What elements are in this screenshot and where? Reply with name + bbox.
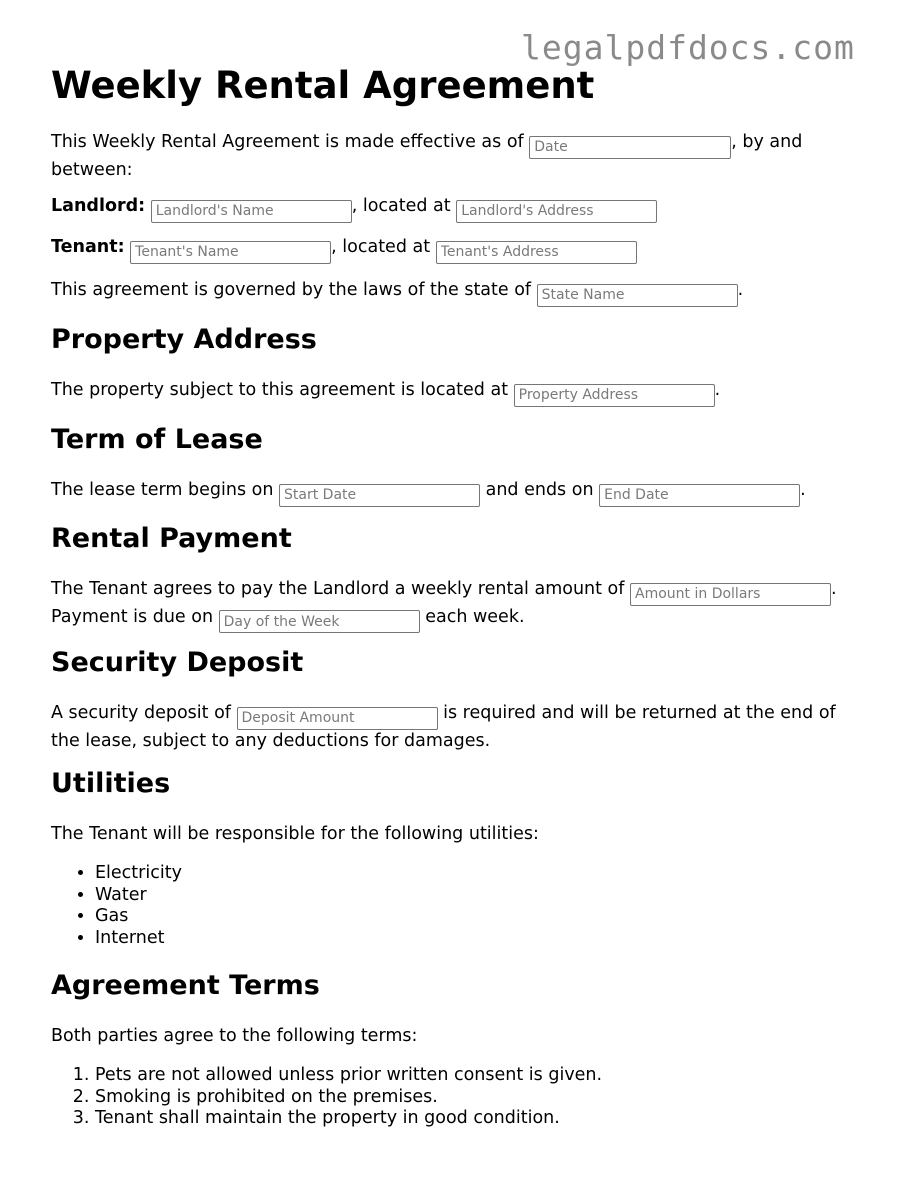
- terms-list: [51, 1065, 602, 1130]
- utilities-list: [51, 863, 182, 949]
- list-item: • Water: [95, 885, 182, 907]
- intro-text: This Weekly Rental Agreement is made effective as of: [51, 132, 524, 152]
- governing-text: This agreement is governed by the laws of the state of: [51, 280, 532, 300]
- tenant-located-text: , located at: [331, 237, 431, 257]
- deposit-text-line2: the lease, subject to any deductions for damages.: [51, 730, 491, 751]
- landlord-address-input[interactable]: [456, 200, 657, 223]
- term-paragraph: [51, 479, 866, 507]
- list-item: 1. Pets are not allowed unless prior written consent is given.: [95, 1065, 602, 1087]
- landlord-paragraph: [51, 195, 866, 223]
- payment-due-text: Payment is due on: [51, 606, 214, 627]
- property-text-after: .: [714, 380, 721, 400]
- list-item: • Electricity: [95, 863, 182, 885]
- payment-text-after: .: [831, 579, 837, 599]
- list-item: 2. Smoking is prohibited on the premises.: [95, 1087, 602, 1109]
- landlord-name-input[interactable]: [151, 200, 352, 223]
- term-middle-text: and ends on: [485, 480, 594, 500]
- payment-text: The Tenant agrees to pay the Landlord a weekly rental amount of: [51, 579, 625, 599]
- state-name-input[interactable]: [537, 284, 738, 307]
- start-date-input[interactable]: [279, 484, 480, 507]
- payment-heading: Rental Payment: [51, 523, 292, 554]
- end-date-input[interactable]: [599, 484, 800, 507]
- watermark: legalpdfdocs.com: [521, 28, 855, 67]
- tenant-label: Tenant:: [51, 237, 125, 257]
- tenant-address-input[interactable]: [436, 241, 637, 264]
- effective-date-input[interactable]: [529, 136, 731, 159]
- governing-text-after: .: [737, 280, 744, 300]
- term-heading: Term of Lease: [51, 424, 263, 455]
- property-text: The property subject to this agreement is located at: [51, 380, 509, 400]
- terms-heading: Agreement Terms: [51, 970, 320, 1001]
- intro-text-line2: between:: [51, 159, 133, 180]
- list-item: 3. Tenant shall maintain the property in good condition.: [95, 1108, 602, 1130]
- list-item: • Gas: [95, 906, 182, 928]
- payment-paragraph: [51, 578, 866, 633]
- terms-intro: Both parties agree to the following terms:: [51, 1026, 418, 1046]
- term-text-after: .: [800, 480, 806, 500]
- deposit-text: A security deposit of: [51, 703, 231, 723]
- payment-due-after: each week.: [425, 606, 525, 627]
- utilities-heading: Utilities: [51, 768, 171, 799]
- property-paragraph: [51, 379, 866, 407]
- governing-paragraph: [51, 279, 866, 307]
- due-day-input[interactable]: [219, 610, 420, 633]
- intro-paragraph: [51, 131, 866, 182]
- document-title: Weekly Rental Agreement: [51, 64, 595, 107]
- landlord-label: Landlord:: [51, 196, 146, 216]
- deposit-amount-input[interactable]: [237, 707, 438, 730]
- property-heading: Property Address: [51, 324, 317, 355]
- utilities-intro: The Tenant will be responsible for the following utilities:: [51, 824, 539, 844]
- tenant-paragraph: [51, 236, 866, 264]
- landlord-located-text: , located at: [351, 196, 451, 216]
- property-address-input[interactable]: [514, 384, 715, 407]
- rent-amount-input[interactable]: [630, 583, 831, 606]
- deposit-heading: Security Deposit: [51, 647, 304, 678]
- list-item: • Internet: [95, 928, 182, 950]
- deposit-paragraph: [51, 702, 866, 753]
- term-text: The lease term begins on: [51, 480, 274, 500]
- intro-text-after: , by and: [731, 132, 803, 152]
- deposit-text-after: is required and will be returned at the end of: [443, 703, 836, 723]
- tenant-name-input[interactable]: [130, 241, 331, 264]
